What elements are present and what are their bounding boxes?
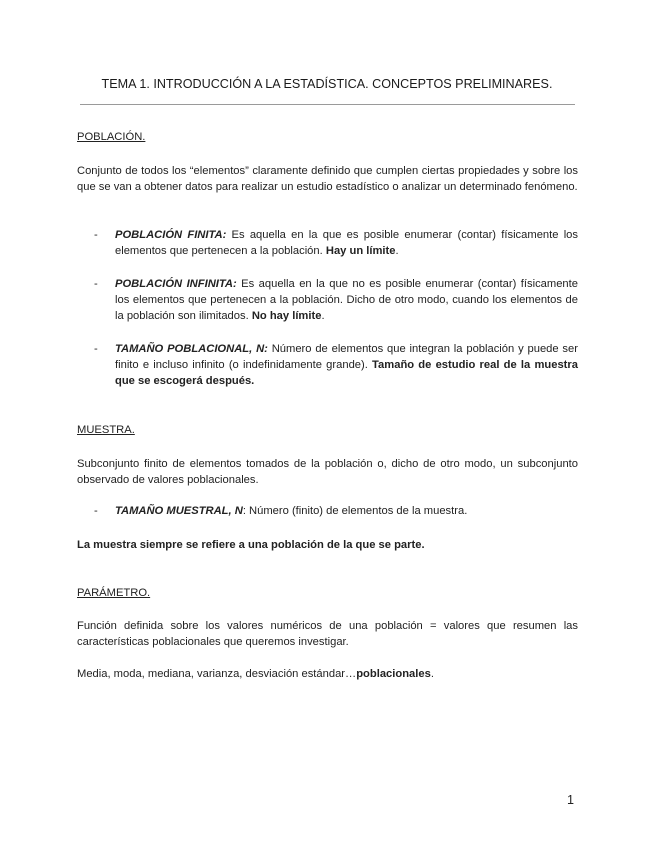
text-poblacion-finita: Es aquella en la que es posible enumerar (contar) físicamente los elementos que pertenecen a la población. xyxy=(115,229,579,257)
muestra-note: La muestra siempre se refiere a una población de la que se parte. xyxy=(77,539,425,551)
term-tamano-muestral: TAMAÑO MUESTRAL, N xyxy=(115,505,243,517)
heading-poblacion: POBLACIÓN. xyxy=(77,131,146,143)
end-poblacion-infinita: . xyxy=(321,310,325,322)
page-number: 1 xyxy=(567,793,575,807)
muestra-definition: Subconjunto finito de elementos tomados de la población o, dicho de otro modo, un subconjunto observado de valores poblacionales. xyxy=(77,458,578,486)
examples-bold: poblacionales xyxy=(356,668,431,680)
bold-tamano-poblacional: Tamaño de estudio real de la muestra que se escogerá después. xyxy=(115,359,578,387)
title-divider xyxy=(80,104,575,105)
examples-end: . xyxy=(430,668,434,680)
bold-poblacion-finita: Hay un límite xyxy=(325,245,396,257)
heading-muestra: MUESTRA. xyxy=(77,424,135,436)
text-poblacion-infinita: Es aquella en la que no es posible enumerar (contar) físicamente los elementos que pertenecen a la población. Dicho de otro modo, cuando los elementos de la población son ilimitados. xyxy=(115,278,578,322)
poblacion-definition: Conjunto de todos los “elementos” claramente definido que cumplen ciertas propiedades y sobre los que se van a obtener datos para realizar un estudio estadístico o analizar un determinado fenómeno. xyxy=(77,165,578,193)
parametro-examples xyxy=(77,666,578,682)
term-poblacion-finita: POBLACIÓN FINITA: xyxy=(115,229,227,241)
list-dash: - xyxy=(94,505,98,517)
list-dash: - xyxy=(94,278,98,290)
term-tamano-poblacional: TAMAÑO POBLACIONAL, N: xyxy=(115,343,268,355)
examples-text: Media, moda, mediana, varianza, desviación estándar… xyxy=(77,668,357,680)
list-dash: - xyxy=(94,343,98,355)
document-title: TEMA 1. INTRODUCCIÓN A LA ESTADÍSTICA. CONCEPTOS PRELIMINARES. xyxy=(101,77,553,91)
heading-parametro: PARÁMETRO. xyxy=(77,587,151,599)
parametro-definition: Función definida sobre los valores numéricos de una población = valores que resumen las características poblacionales que queremos investigar. xyxy=(77,620,578,648)
text-tamano-muestral: : Número (finito) de elementos de la muestra. xyxy=(242,505,468,517)
end-poblacion-finita: . xyxy=(395,245,399,257)
list-dash: - xyxy=(94,229,98,241)
text-tamano-poblacional: Número de elementos que integran la población y puede ser finito e incluso infinito (o indefinidamente grande). xyxy=(115,343,578,371)
term-poblacion-infinita: POBLACIÓN INFINITA: xyxy=(115,278,237,290)
bold-poblacion-infinita: No hay límite xyxy=(251,310,322,322)
